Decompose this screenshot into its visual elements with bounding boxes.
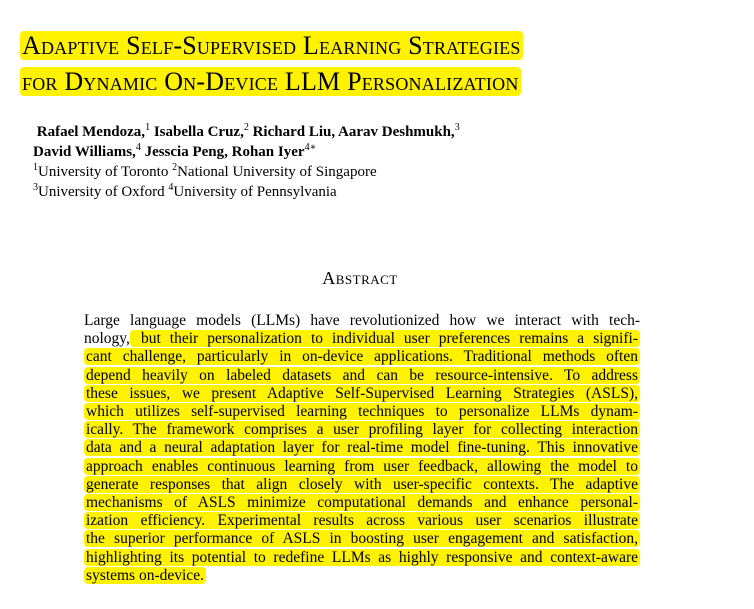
affiliation-row-2	[33, 182, 633, 202]
abstract-text: nology,	[84, 330, 130, 348]
abstract-highlight: mechanisms of ASLS minimize computational demands and enhance personal-	[86, 494, 638, 512]
abstract-line	[84, 421, 640, 439]
abstract-line	[84, 512, 640, 530]
abstract-highlight: generate responses that align closely with user-specific contexts. The adaptive	[86, 475, 638, 493]
abstract-highlight: but their personalization to individual user preferences remains a signifi-	[131, 330, 638, 348]
affiliation-mark: 4	[168, 182, 174, 193]
author-affiliation-mark: 2	[243, 122, 249, 133]
abstract-highlight: ically. The framework comprises a user profiling layer for collecting interaction	[86, 421, 638, 439]
abstract-body	[84, 312, 640, 585]
abstract-line	[84, 458, 640, 476]
author-affiliation-mark: 3	[454, 122, 460, 133]
affiliation-name: University of Pennsylvania	[173, 184, 337, 200]
abstract-line	[84, 494, 640, 512]
abstract-highlight: approach enables continuous learning from user feedback, allowing the model to	[86, 457, 638, 475]
author-row-1	[33, 122, 633, 142]
author-affiliation-mark: 4∗	[304, 142, 317, 153]
abstract-line	[84, 367, 640, 385]
author-name: Jesscia Peng, Rohan Iyer	[140, 144, 305, 160]
affiliation-name: University of Toronto	[38, 164, 173, 180]
author-name: Isabella Cruz,	[150, 124, 244, 140]
abstract-line	[84, 530, 640, 548]
abstract-line	[84, 476, 640, 494]
abstract-line	[84, 385, 640, 403]
affiliation-name: University of Oxford	[38, 184, 169, 200]
abstract-highlight: depend heavily on labeled datasets and can be resource-intensive. To address	[86, 366, 638, 384]
author-name: Rafael Mendoza,	[36, 124, 146, 140]
abstract-line	[84, 439, 640, 457]
abstract-line	[84, 403, 640, 421]
title-line-1	[20, 28, 730, 64]
paper-title	[20, 28, 730, 100]
abstract-highlight: cant challenge, particularly in on-device applications. Traditional methods often	[86, 348, 638, 366]
abstract-highlight: systems on-device.	[86, 566, 204, 584]
author-name: David Williams,	[33, 144, 136, 160]
affiliation-mark: 2	[172, 162, 178, 173]
title-highlight: Adaptive Self-Supervised Learning Strategies	[22, 31, 521, 60]
author-affiliation-mark: 4	[135, 142, 141, 153]
abstract-line	[84, 312, 640, 330]
abstract-highlight: data and a neural adaptation layer for real-time model fine-tuning. This innovative	[86, 439, 638, 457]
affiliation-name: National University of Singapore	[177, 164, 377, 180]
affiliation-mark: 1	[33, 162, 38, 173]
title-line-2	[20, 64, 730, 100]
abstract-highlight: ization efficiency. Experimental results across various user scenarios illustrate	[86, 512, 638, 530]
abstract-highlight: highlighting its potential to redefine LLMs as highly responsive and context-aware	[86, 548, 638, 566]
author-name: Richard Liu, Aarav Deshmukh,	[248, 124, 455, 140]
abstract-highlight: the superior performance of ASLS in boosting user engagement and satisfaction,	[86, 530, 638, 548]
abstract-line	[84, 549, 640, 567]
author-row-2	[33, 142, 633, 162]
author-block	[33, 122, 633, 202]
author-affiliation-mark: 1	[145, 122, 151, 133]
affiliation-row-1	[33, 162, 633, 182]
abstract-line	[84, 348, 640, 366]
affiliation-mark: 3	[33, 182, 38, 193]
abstract-highlight: these issues, we present Adaptive Self-Supervised Learning Strategies (ASLS),	[86, 384, 638, 402]
abstract-line	[84, 330, 640, 348]
abstract-line	[84, 567, 640, 585]
abstract-text: Large language models (LLMs) have revolutionized how we interact with tech-	[84, 312, 640, 329]
abstract-highlight: which utilizes self-supervised learning techniques to personalize LLMs dynam-	[86, 403, 638, 421]
title-highlight: for Dynamic On-Device LLM Personalization	[22, 67, 519, 96]
abstract-heading: Abstract	[322, 268, 398, 288]
